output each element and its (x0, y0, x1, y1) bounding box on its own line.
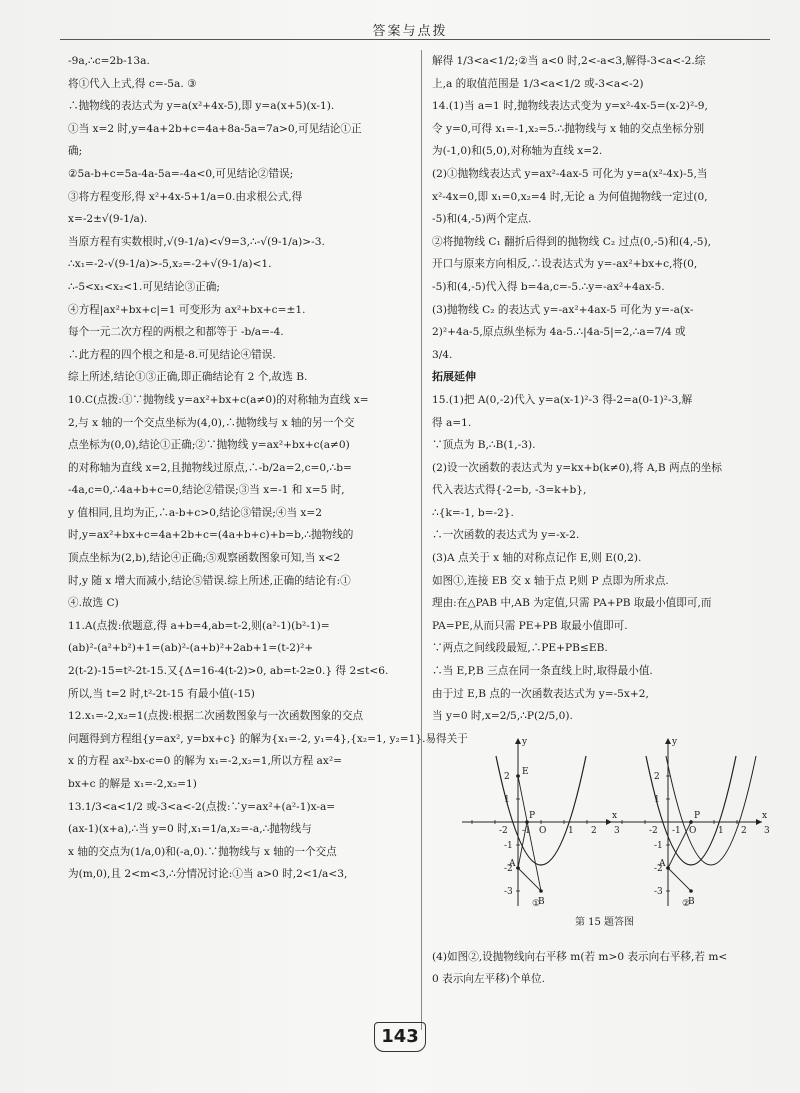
y-axis-label: y (522, 736, 528, 747)
x-tick-label: -1 (522, 825, 531, 836)
text-line: ④.故选 C) (68, 597, 119, 610)
text-line: 当原方程有实数根时,√(9-1/a)<√9=3,∴-√(9-1/a)>-3. (68, 235, 325, 248)
text-line: 每个一元二次方程的两根之和都等于 -b/a=-4. (68, 326, 284, 339)
text-line: 令 y=0,可得 x₁=-1,x₂=5.∴抛物线与 x 轴的交点坐标分别 (432, 122, 705, 135)
right-column-part-1 (432, 50, 777, 366)
text-line: 将①代入上式,得 c=-5a. ③ (68, 77, 197, 90)
page-number (374, 1022, 426, 1054)
text-line: 0 表示向左平移)个单位. (432, 973, 545, 986)
text-line: x²-4x=0,即 x₁=0,x₂=4 时,无论 a 为何值抛物线一定过(0, (432, 190, 708, 203)
point-label-b: B (538, 896, 545, 907)
x-tick-label: -1 (672, 825, 681, 836)
text-line: -5)和(4,-5)代入得 b=4a,c=-5.∴y=-ax²+4ax-5. (432, 280, 665, 293)
y-tick-label: -2 (504, 863, 513, 874)
y-tick-label: -1 (504, 840, 513, 851)
text-line: 问题得到方程组{y=ax², y=bx+c} 的解为{x₁=-2, y₁=4},{x₂=1, y₂=1}.易得关于 (68, 732, 468, 745)
text-line: 为(-1,0)和(5,0),对称轴为直线 x=2. (432, 145, 603, 158)
text-line: ④方程|ax²+bx+c|=1 可变形为 ax²+bx+c=±1. (68, 303, 306, 316)
text-line: 顶点坐标为(2,b),结论④正确;⑤观察函数图象可知,当 x<2 (68, 552, 341, 565)
text-line: (ab)²-(a²+b²)+1=(ab)²-(a+b)²+2ab+1=(t-2)²+ (68, 642, 314, 655)
y-tick-label: -1 (654, 840, 663, 851)
text-line: ∴{k=-1, b=-2}. (432, 506, 514, 519)
text-line: 的对称轴为直线 x=2,且抛物线过原点,∴-b/2a=2,c=0,∴b= (68, 461, 352, 474)
text-line: ②将抛物线 C₁ 翻折后得到的抛物线 C₂ 过点(0,-5)和(4,-5), (432, 235, 712, 248)
text-line: 2(t-2)-15=t²-2t-15.又{Δ=16-4(t-2)>0, ab=t-2≥0.} 得 2≤t<6. (68, 665, 389, 678)
point-label-p: P (694, 810, 701, 821)
x-axis-label: x (612, 810, 618, 821)
text-line: ③将方程变形,得 x²+4x-5+1/a=0.由求根公式,得 (68, 190, 303, 203)
text-line: ∴当 E,P,B 三点在同一条直线上时,取得最小值. (432, 665, 653, 678)
text-line: 11.A(点拨:依题意,得 a+b=4,ab=t-2,则(a²-1)(b²-1)= (68, 619, 330, 632)
section-title: 拓展延伸 (432, 370, 476, 384)
x-axis-label: x (762, 810, 768, 821)
text-line: -5)和(4,-5)两个定点. (432, 213, 532, 226)
right-column-part-3 (432, 946, 777, 991)
text-line: 如图①,连接 EB 交 x 轴于点 P,则 P 点即为所求点. (432, 574, 669, 587)
line-ab (518, 868, 541, 891)
x-tick-label: -2 (649, 825, 658, 836)
panel-label: ① (532, 898, 541, 909)
text-line: 为(m,0),且 2<m<3,∴分情况讨论:①当 a>0 时,2<1/a<3, (68, 868, 348, 881)
text-line: 确; (68, 145, 83, 158)
x-tick-label: 2 (741, 825, 747, 836)
text-line: ∵两点之间线段最短,∴PE+PB≤EB. (432, 642, 608, 655)
y-tick-label: 1 (654, 794, 660, 805)
y-tick-label: -3 (654, 886, 663, 897)
point-label-p: P (529, 810, 536, 821)
panel-label: ② (682, 898, 691, 909)
text-line: 由于过 E,B 点的一次函数表达式为 y=-5x+2, (432, 687, 649, 700)
right-column-part-2 (432, 389, 777, 728)
text-line: 所以,当 t=2 时,t²-2t-15 有最小值(-15) (68, 687, 255, 700)
text-line: (2)①抛物线表达式 y=ax²-4ax-5 可化为 y=a(x²-4x)-5,当 (432, 167, 708, 180)
text-line: 得 a=1. (432, 416, 472, 429)
text-line: 12.x₁=-2,x₂=1(点拨:根据二次函数图象与一次函数图象的交点 (68, 710, 364, 723)
x-tick-label: O (689, 825, 697, 836)
text-line: ∵顶点为 B,∴B(1,-3). (432, 439, 536, 452)
text-line: ∴此方程的四个根之和是-8.可见结论④错误. (68, 348, 276, 361)
x-tick-label: 1 (718, 825, 724, 836)
x-tick-label: 3 (614, 825, 620, 836)
text-line: 开口与原来方向相反,∴设表达式为 y=-ax²+bx+c,将(0, (432, 258, 698, 271)
text-line: -9a,∴c=2b-13a. (68, 55, 150, 67)
right-column (432, 50, 777, 991)
text-line: 时,y 随 x 增大而减小,结论⑤错误.综上所述,正确的结论有:① (68, 574, 351, 587)
text-line: bx+c 的解是 x₁=-2,x₂=1) (68, 778, 197, 790)
text-line: x 的方程 ax²-bx-c=0 的解为 x₁=-2,x₂=1,所以方程 ax²= (68, 755, 342, 768)
figure-graphs (432, 734, 777, 909)
text-line: ∴抛物线的表达式为 y=a(x²+4x-5),即 y=a(x+5)(x-1). (68, 100, 335, 113)
text-line: ①当 x=2 时,y=4a+2b+c=4a+8a-5a=7a>0,可见结论①正 (68, 122, 362, 135)
point-label-a: A (509, 858, 516, 869)
x-tick-label: 1 (568, 825, 574, 836)
x-tick-label: 3 (764, 825, 770, 836)
text-line: 综上所述,结论①③正确,即正确结论有 2 个,故选 B. (68, 371, 308, 384)
shifted-parabola (666, 756, 756, 865)
text-line: 代入表达式得{-2=b, -3=k+b}, (432, 484, 587, 497)
y-tick-label: 2 (504, 771, 510, 782)
y-tick-label: 1 (504, 794, 510, 805)
text-line: 13.1/3<a<1/2 或-3<a<-2(点拨:∵y=ax²+(a²-1)x-a= (68, 800, 336, 813)
text-line: PA=PE,从而只需 PE+PB 取最小值即可. (432, 619, 628, 632)
point-label-a: A (659, 858, 666, 869)
text-line: (3)抛物线 C₂ 的表达式 y=-ax²+4ax-5 可化为 y=-a(x- (432, 303, 694, 316)
x-tick-label: -2 (499, 825, 508, 836)
text-line: 解得 1/3<a<1/2;②当 a<0 时,2<-a<3,解得-3<a<-2.综 (432, 55, 706, 67)
figure-15 (432, 734, 777, 928)
text-line: ∴一次函数的表达式为 y=-x-2. (432, 529, 580, 542)
text-line: 3/4. (432, 348, 453, 361)
text-line: 14.(1)当 a=1 时,抛物线表达式变为 y=x²-4x-5=(x-2)²-9, (432, 100, 708, 113)
x-tick-label: 2 (591, 825, 597, 836)
graph-panel-2 (612, 738, 762, 906)
text-line: 10.C(点拨:①∵抛物线 y=ax²+bx+c(a≠0)的对称轴为直线 x= (68, 393, 369, 406)
header-rule (60, 39, 770, 40)
graph-panel-1 (462, 738, 612, 906)
text-line: 当 y=0 时,x=2/5,∴P(2/5,0). (432, 710, 573, 723)
text-line: 15.(1)把 A(0,-2)代入 y=a(x-1)²-3 得-2=a(0-1)²-3,解 (432, 393, 693, 406)
y-tick-label: -2 (654, 863, 663, 874)
text-line: (2)设一次函数的表达式为 y=kx+b(k≠0),将 A,B 两点的坐标 (432, 461, 722, 474)
text-line: (3)A 点关于 x 轴的对称点记作 E,则 E(0,2). (432, 552, 642, 565)
point-label-b: B (688, 896, 695, 907)
text-line: ∴x₁=-2-√(9-1/a)>-5,x₂=-2+√(9-1/a)<1. (68, 258, 272, 271)
text-line: ∴-5<x₁<x₂<1.可见结论③正确; (68, 280, 220, 293)
text-line: (4)如图②,设抛物线向右平移 m(若 m>0 表示向右平移,若 m< (432, 950, 728, 963)
text-line: -4a,c=0,∴4a+b+c=0,结论②错误;③当 x=-1 和 x=5 时, (68, 484, 345, 497)
text-line: 理由:在△PAB 中,AB 为定值,只需 PA+PB 取最小值即可,而 (432, 597, 712, 610)
y-tick-label: -3 (504, 886, 513, 897)
text-line: 上,a 的取值范围是 1/3<a<1/2 或-3<a<-2) (432, 77, 644, 90)
y-axis-label: y (672, 736, 678, 747)
text-line: ②5a-b+c=5a-4a-5a=-4a<0,可见结论②错误; (68, 167, 294, 180)
text-line: (ax-1)(x+a),∴当 y=0 时,x₁=1/a,x₂=-a,∴抛物线与 (68, 823, 312, 836)
text-line: x=-2±√(9-1/a). (68, 213, 148, 226)
text-line: x 轴的交点为(1/a,0)和(-a,0).∵抛物线与 x 轴的一个交点 (68, 845, 337, 858)
figure-caption: 第 15 题答图 (574, 916, 635, 928)
text-line: 2)²+4a-5,原点纵坐标为 4a-5.∴|4a-5|=2,∴a=7/4 或 (432, 326, 686, 339)
x-tick-label: O (539, 825, 547, 836)
page-header-title: 答案与点拨 (372, 24, 448, 39)
text-line: y 值相同,且均为正,∴a-b+c>0,结论③错误;④当 x=2 (68, 506, 322, 519)
text-line: 时,y=ax²+bx+c=4a+2b+c=(4a+b+c)+b=b,∴抛物线的 (68, 529, 354, 542)
page-number-text: 143 (381, 1026, 419, 1047)
y-tick-label: 2 (654, 771, 660, 782)
text-line: 点坐标为(0,0),结论①正确;②∵抛物线 y=ax²+bx+c(a≠0) (68, 439, 350, 452)
point-label-e: E (522, 766, 529, 777)
column-divider (421, 50, 422, 1030)
text-line: 2,与 x 轴的一个交点坐标为(4,0),∴抛物线与 x 轴的另一个交 (68, 416, 355, 429)
